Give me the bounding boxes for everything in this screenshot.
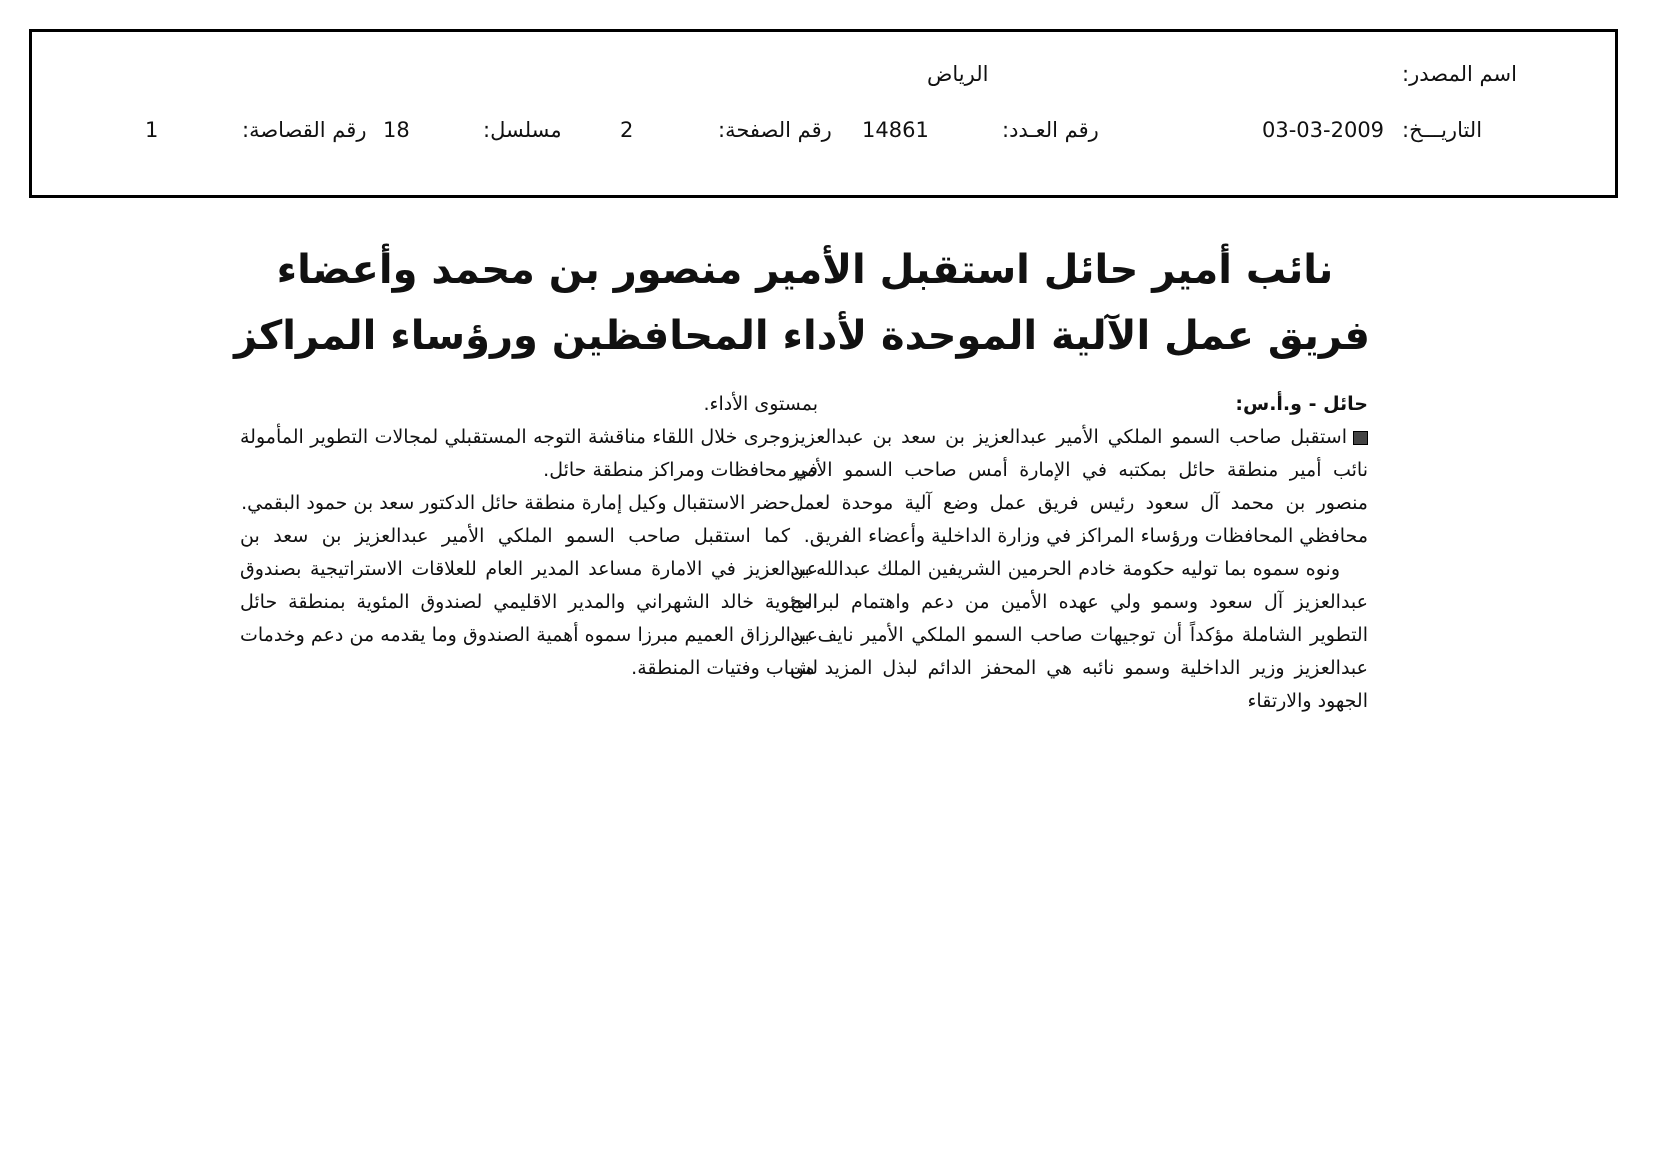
article-column-left [240, 388, 818, 685]
article-paragraph: ونوه سموه بما توليه حكومة خادم الحرمين الشريفين الملك عبدالله بن عبدالعزيز آل سعود وسمو ولي عهده الأمين من دعم واهتمام لبرامج التطوير الشاملة مؤكداً أن توجيهات صاحب السمو الملكي الأمير نايف بن عبدالعزيز وزير الداخلية وسمو نائبه هي المحفز الدائم لبذل المزيد من الجهود والارتقاء [790, 558, 1368, 712]
serial-label: مسلسل: [483, 118, 562, 142]
date-label: التاريـــخ: [1402, 118, 1483, 142]
article-paragraph: بمستوى الأداء. [703, 393, 818, 415]
clipping-header-box [29, 29, 1618, 198]
date-value: 03-03-2009 [1262, 118, 1385, 142]
clip-label: رقم القصاصة: [242, 118, 367, 142]
serial-value: 18 [383, 118, 410, 142]
page-label: رقم الصفحة: [718, 118, 832, 142]
issue-value: 14861 [862, 118, 929, 142]
article-headline-line-2: فريق عمل الآلية الموحدة لأداء المحافظين ورؤساء المراكز [234, 313, 1370, 359]
article-paragraph: كما استقبل صاحب السمو الملكي الأمير عبدالعزيز بن سعد بن عبدالعزيز في الامارة مساعد المدير العام للعلاقات الاستراتيجية بصندوق المئوية خالد الشهراني والمدير الاقليمي لصندوق المئوية بمنطقة حائل عبدالرزاق العميم مبرزا سموه أهمية الصندوق وما يقدمه من دعم وخدمات لشباب وفتيات المنطقة. [240, 525, 818, 679]
clip-value: 1 [145, 118, 159, 142]
page-value: 2 [620, 118, 634, 142]
article-paragraph-text: استقبل صاحب السمو الملكي الأمير عبدالعزيز بن سعد بن عبدالعزيز نائب أمير منطقة حائل بمكتبه في الإمارة أمس صاحب السمو الأمير منصور بن محمد آل سعود رئيس فريق عمل وضع آلية موحدة لعمل محافظي المحافظات ورؤساء المراكز في وزارة الداخلية وأعضاء الفريق. [790, 426, 1368, 547]
article-paragraph [790, 421, 1368, 553]
article-paragraph: حضر الاستقبال وكيل إمارة منطقة حائل الدكتور سعد بن حمود البقمي. [241, 492, 790, 514]
issue-label: رقم العـدد: [1002, 118, 1099, 142]
source-label: اسم المصدر: [1402, 62, 1517, 86]
source-value: الرياض [927, 62, 989, 86]
article-paragraph: وجرى خلال اللقاء مناقشة التوجه المستقبلي لمجالات التطوير المأمولة في محافظات ومراكز منطقة حائل. [240, 426, 818, 481]
square-bullet-icon [1353, 431, 1368, 445]
article-dateline: حائل - و.أ.س: [1235, 393, 1368, 415]
article-column-right [790, 388, 1368, 718]
article-headline-line-1: نائب أمير حائل استقبل الأمير منصور بن محمد وأعضاء [276, 247, 1334, 293]
